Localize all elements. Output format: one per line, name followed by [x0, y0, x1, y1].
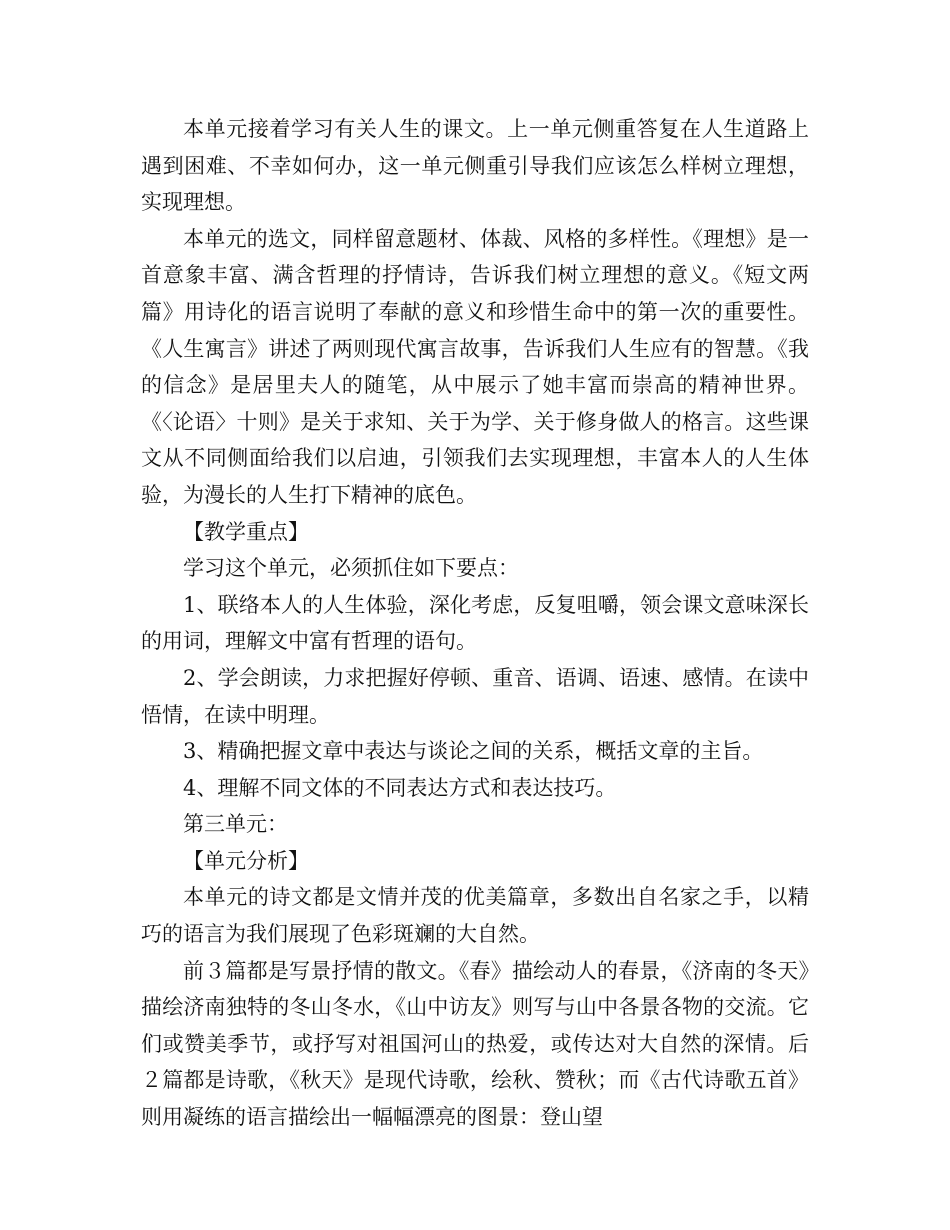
paragraph-key-points-intro: 学习这个单元，必须抓住如下要点：	[183, 556, 519, 581]
list-item-point-3: 3、精确把握文章中表达与谈论之间的关系，概括文章的主旨。	[183, 739, 764, 764]
list-item-point-1: 1、联络本人的人生体验，深化考虑，反复咀嚼，领会课文意味深长的用词，理解文中富有哲理的语句。	[141, 592, 809, 654]
paragraph-unit-three-texts: 前３篇都是写景抒情的散文。《春》描绘动人的春景，《济南的冬天》描绘济南独特的冬山冬水，《山中访友》则写与山中各景各物的交流。它们或赞美季节，或抒写对祖国河山的热爱，或传达对大自然的深情。后２篇都是诗歌，《秋天》是现代诗歌，绘秋、赞秋；而《古代诗歌五首》则用凝练的语言描绘出一幅幅漂亮的图景：登山望	[141, 958, 809, 1130]
heading-teaching-focus: 【教学重点】	[183, 519, 309, 544]
document-page	[141, 111, 809, 1136]
heading-unit-three: 第三单元：	[183, 812, 288, 837]
paragraph-selections: 本单元的选文，同样留意题材、体裁、风格的多样性。《理想》是一首意象丰富、满含哲理的抒情诗，告诉我们树立理想的意义。《短文两篇》用诗化的语言说明了奉献的意义和珍惜生命中的第一次的重要性。《人生寓言》讲述了两则现代寓言故事，告诉我们人生应有的智慧。《我的信念》是居里夫人的随笔，从中展示了她丰富而崇高的精神世界。《〈论语〉十则》是关于求知、关于为学、关于修身做人的格言。这些课文从不同侧面给我们以启迪，引领我们去实现理想，丰富本人的人生体验，为漫长的人生打下精神的底色。	[141, 226, 809, 507]
paragraph-unit-three-overview: 本单元的诗文都是文情并茂的优美篇章，多数出自名家之手，以精巧的语言为我们展现了色彩斑斓的大自然。	[141, 885, 809, 947]
paragraph-intro: 本单元接着学习有关人生的课文。上一单元侧重答复在人生道路上遇到困难、不幸如何办，这一单元侧重引导我们应该怎么样树立理想，实现理想。	[141, 117, 809, 215]
list-item-point-2: 2、学会朗读，力求把握好停顿、重音、语调、语速、感情。在读中悟情，在读中明理。	[141, 665, 809, 727]
heading-unit-analysis: 【单元分析】	[183, 848, 309, 873]
list-item-point-4: 4、理解不同文体的不同表达方式和表达技巧。	[183, 775, 617, 800]
